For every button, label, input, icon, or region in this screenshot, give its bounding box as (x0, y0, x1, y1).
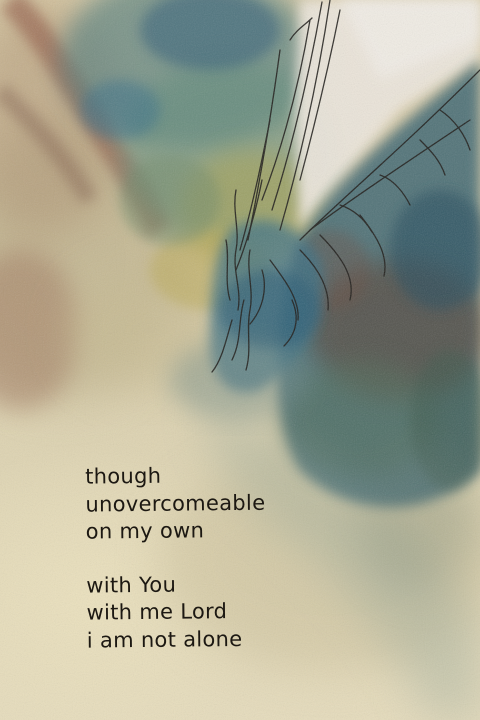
poem-line-1: though (85, 463, 162, 489)
poem-line-4: with You (86, 572, 177, 598)
poem-line-5: with me Lord (86, 599, 228, 625)
poem-line-2: unovercomeable (85, 490, 266, 517)
poem-line-6: i am not alone (86, 626, 243, 653)
stanza-gap (86, 543, 386, 572)
poem-line-3: on my own (85, 518, 205, 544)
handwritten-poem (85, 460, 387, 654)
